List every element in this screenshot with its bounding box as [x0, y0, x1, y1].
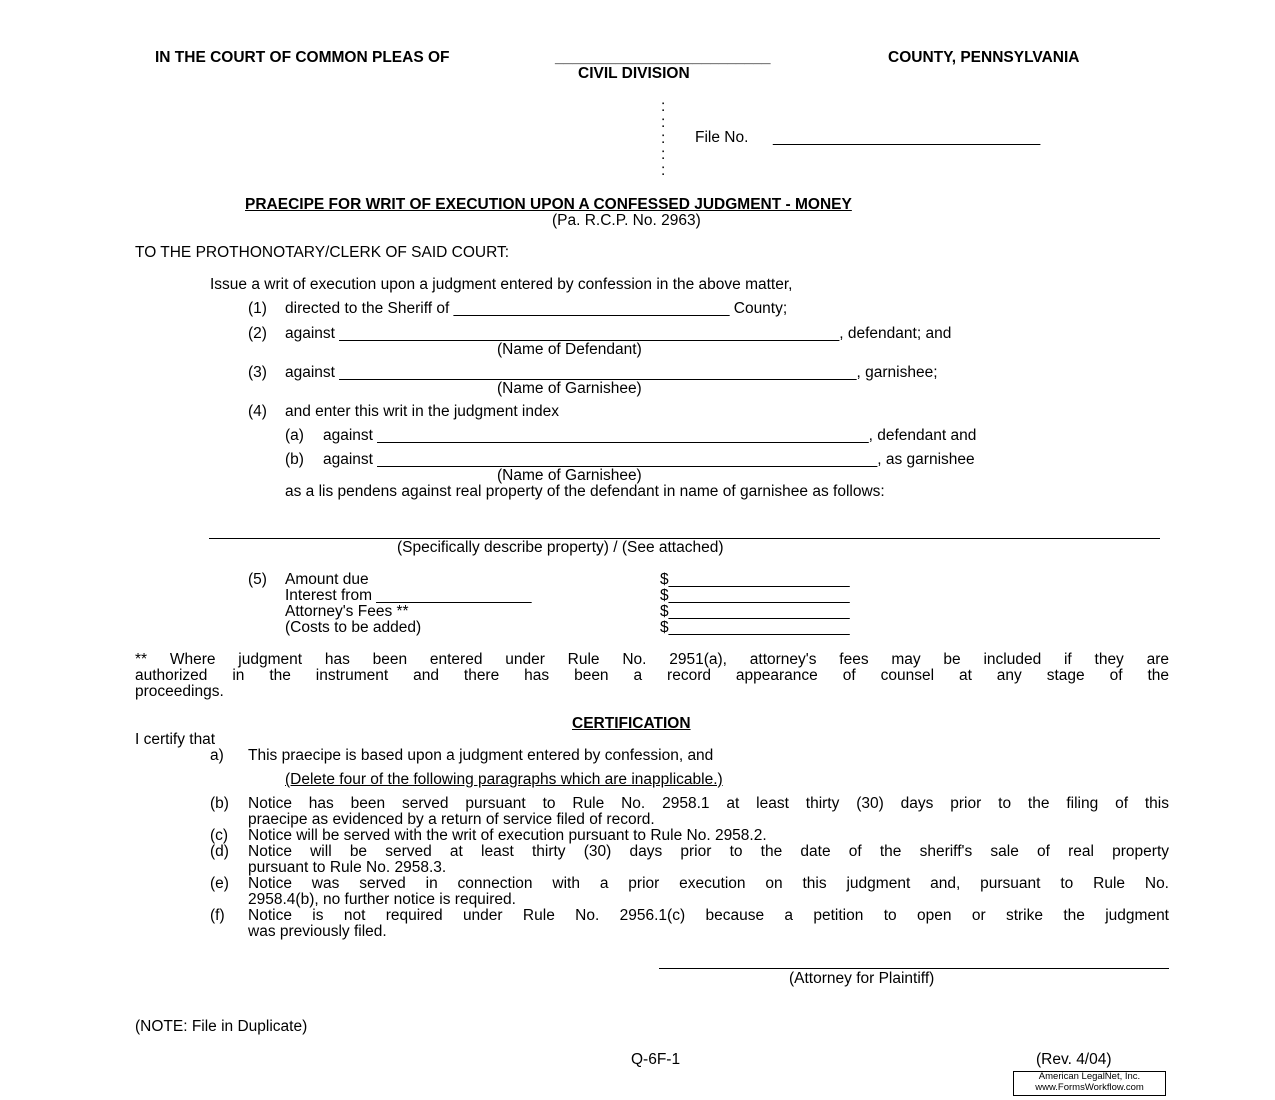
- caption-colon: :: [661, 98, 666, 115]
- item-number: (2): [248, 325, 267, 342]
- caption-colon: :: [661, 146, 666, 163]
- amount-due-label: Amount due: [285, 571, 369, 588]
- paragraph-d-text: Notice will be served at least thirty (30) days prior to the date of the sheriff's sale of real property: [248, 843, 1169, 860]
- paragraph-d-text: pursuant to Rule No. 2958.3.: [248, 859, 447, 876]
- subitem-letter: (b): [285, 451, 304, 468]
- intro-text: Issue a writ of execution upon a judgment entered by confession in the above matter,: [210, 276, 793, 293]
- interest-amount-field[interactable]: $_____________________: [660, 587, 850, 604]
- paragraph-c-text: Notice will be served with the writ of execution pursuant to Rule No. 2958.2.: [248, 827, 767, 844]
- attorney-signature-line[interactable]: [659, 968, 1169, 969]
- attorney-fees-field[interactable]: $_____________________: [660, 603, 850, 620]
- form-title: PRAECIPE FOR WRIT OF EXECUTION UPON A CONFESSED JUDGMENT - MONEY: [245, 196, 852, 213]
- footnote-line: proceedings.: [135, 683, 224, 700]
- footnote-line: authorized in the instrument and there has been a record appearance of counsel at any stage of the: [135, 667, 1169, 684]
- addressee: TO THE PROTHONOTARY/CLERK OF SAID COURT:: [135, 244, 510, 261]
- paragraph-f-text: Notice is not required under Rule No. 2956.1(c) because a petition to open or strike the judgment: [248, 907, 1169, 924]
- form-code: Q-6F-1: [631, 1051, 681, 1068]
- judgment-index-text: and enter this writ in the judgment index: [285, 403, 559, 420]
- paragraph-e-text: Notice was served in connection with a prior execution on this judgment and, pursuant to Rule No.: [248, 875, 1169, 892]
- paragraph-letter: (b): [210, 795, 229, 812]
- defendant-name-field[interactable]: against __________________________________________________________, defendant; and: [285, 325, 952, 342]
- item-number: (3): [248, 364, 267, 381]
- costs-label: (Costs to be added): [285, 619, 422, 636]
- footnote-line: ** Where judgment has been entered under Rule No. 2951(a), attorney's fees may be included if they are: [135, 651, 1169, 668]
- garnishee-caption: (Name of Garnishee): [497, 467, 642, 484]
- item-number: (5): [248, 571, 267, 588]
- paragraph-letter: (f): [210, 907, 225, 924]
- lis-pendens-text: as a lis pendens against real property of the defendant in name of garnishee as follows:: [285, 483, 885, 500]
- garnishee-caption: (Name of Garnishee): [497, 380, 642, 397]
- amount-due-field[interactable]: $_____________________: [660, 571, 850, 588]
- paragraph-a-text: This praecipe is based upon a judgment entered by confession, and: [248, 747, 714, 764]
- certify-text: I certify that: [135, 731, 216, 748]
- caption-colon: :: [661, 114, 666, 131]
- caption-colon: :: [661, 130, 666, 147]
- publisher-seal: [1013, 1071, 1166, 1096]
- certification-heading: CERTIFICATION: [572, 715, 691, 732]
- paragraph-e-text: 2958.4(b), no further notice is required.: [248, 891, 516, 908]
- index-defendant-field[interactable]: against _________________________________________________________, defendant and: [323, 427, 977, 444]
- paragraph-letter: (e): [210, 875, 229, 892]
- rule-reference: (Pa. R.C.P. No. 2963): [552, 212, 701, 229]
- file-no-label: File No.: [695, 129, 749, 146]
- publisher-url: www.FormsWorkflow.com: [1035, 1081, 1144, 1093]
- costs-field[interactable]: $_____________________: [660, 619, 850, 636]
- court-heading-suffix: COUNTY, PENNSYLVANIA: [888, 49, 1080, 66]
- index-garnishee-field[interactable]: against __________________________________________________________, as garnishee: [323, 451, 975, 468]
- property-caption: (Specifically describe property) / (See attached): [397, 539, 724, 556]
- court-heading-prefix: IN THE COURT OF COMMON PLEAS OF: [155, 49, 450, 66]
- sheriff-county-field[interactable]: directed to the Sheriff of ________________________________ County;: [285, 300, 788, 317]
- file-no-field[interactable]: _______________________________: [773, 129, 1041, 146]
- paragraph-f-text: was previously filed.: [248, 923, 387, 940]
- paragraph-b-text: praecipe as evidenced by a return of service filed of record.: [248, 811, 655, 828]
- publisher-name: American LegalNet, Inc.: [1038, 1071, 1141, 1082]
- attorney-fees-label: Attorney's Fees **: [285, 603, 409, 620]
- subitem-letter: (a): [285, 427, 304, 444]
- civil-division: CIVIL DIVISION: [578, 65, 690, 82]
- item-number: (4): [248, 403, 267, 420]
- paragraph-letter: (c): [210, 827, 229, 844]
- signature-caption: (Attorney for Plaintiff): [789, 970, 935, 987]
- caption-colon: :: [661, 162, 666, 179]
- filing-note: (NOTE: File in Duplicate): [135, 1018, 308, 1035]
- delete-instruction: (Delete four of the following paragraphs which are inapplicable.): [285, 771, 723, 788]
- defendant-caption: (Name of Defendant): [497, 341, 642, 358]
- interest-from-field[interactable]: Interest from __________________: [285, 587, 532, 604]
- revision-date: (Rev. 4/04): [1036, 1051, 1112, 1068]
- paragraph-b-text: Notice has been served pursuant to Rule No. 2958.1 at least thirty (30) days prior to the filing of this: [248, 795, 1169, 812]
- county-blank: _________________________: [555, 49, 771, 66]
- garnishee-name-field[interactable]: against ____________________________________________________________, garnishee;: [285, 364, 938, 381]
- paragraph-letter: (d): [210, 843, 229, 860]
- item-number: (1): [248, 300, 267, 317]
- paragraph-letter: a): [210, 747, 224, 764]
